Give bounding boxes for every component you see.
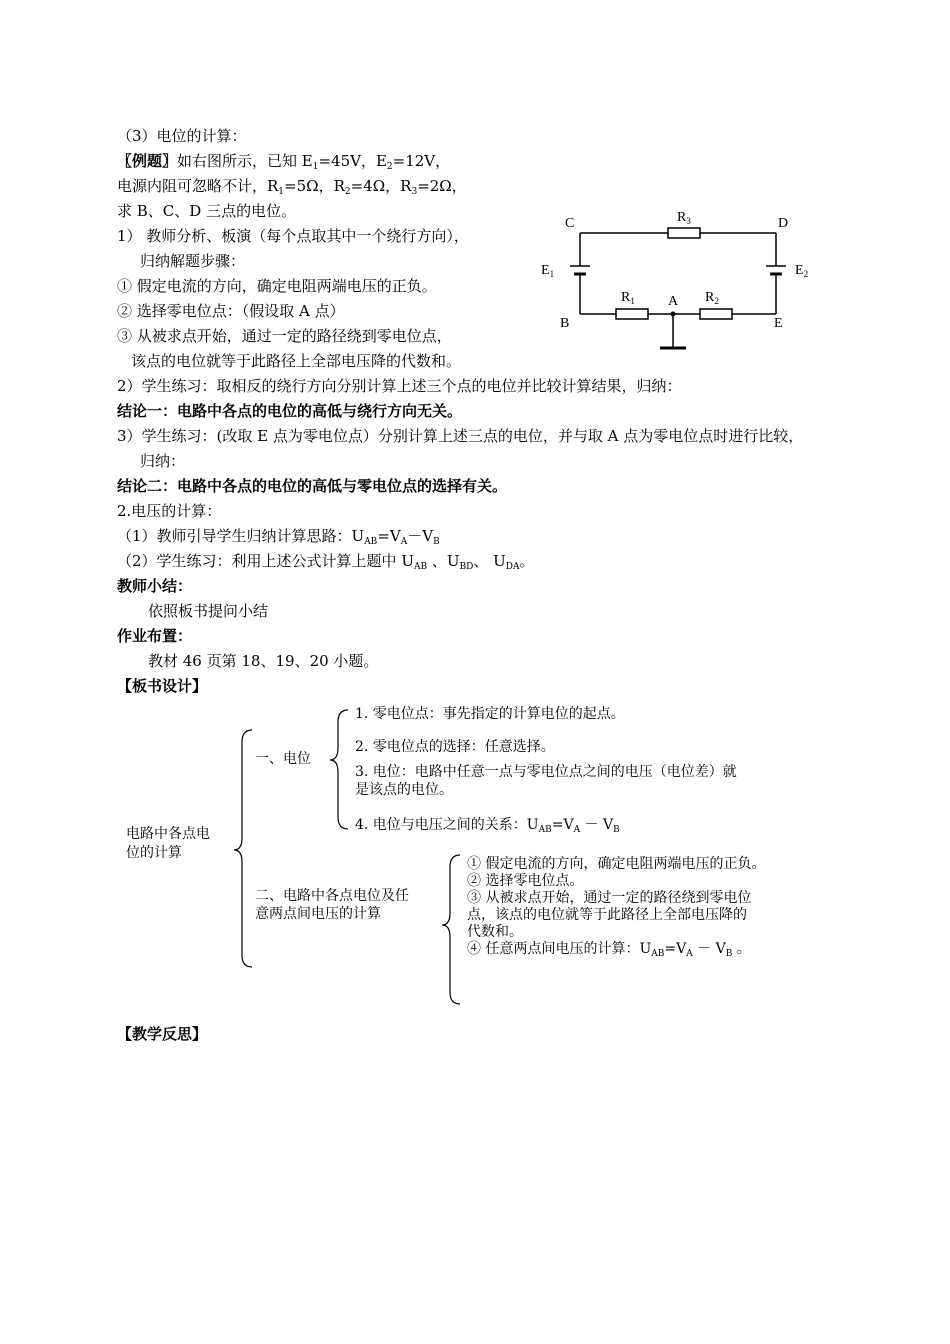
sub: AB — [538, 825, 552, 835]
board-branch-2: 二、电路中各点电位及任 — [255, 888, 409, 904]
label-d: D — [778, 216, 789, 231]
text: =5Ω，R — [284, 177, 345, 195]
root-brace — [234, 730, 252, 967]
step-2: 2）学生练习：取相反的绕行方向分别计算上述三个点的电位并比较计算结果，归纳： — [117, 377, 682, 395]
sub: 2 — [714, 296, 719, 306]
board-b1-item-4 — [355, 817, 620, 839]
text: － V — [580, 817, 614, 833]
voltage-item-2 — [117, 551, 535, 577]
board-root-line-1: 电路中各点电 — [126, 826, 210, 842]
label-a: A — [668, 294, 679, 309]
procedure-2: ② 选择零电位点：（假设取 A 点） — [117, 302, 345, 320]
procedure-1: ① 假定电流的方向，确定电阻两端电压的正负。 — [117, 277, 437, 295]
board-root-line-2: 位的计算 — [126, 845, 182, 861]
text: 、 U — [473, 552, 506, 570]
text: 4. 电位与电压之间的关系：U — [355, 817, 539, 833]
summary-text: 依照板书提问小结 — [148, 602, 269, 620]
text: R — [621, 290, 631, 305]
board-branch-1: 一、电位 — [255, 751, 311, 767]
resistor-r3 — [668, 228, 700, 238]
step-1: 1） 教师分析、板演（每个点取其中一个绕行方向）， — [117, 227, 469, 245]
circuit-diagram — [530, 200, 820, 360]
text: （2）学生练习：利用上述公式计算上题中 U — [117, 552, 414, 570]
procedure-3: ③ 从被求点开始，通过一定的路径绕到零电位点， — [117, 327, 452, 345]
label-b: B — [560, 316, 570, 331]
text: E — [795, 263, 804, 278]
text: =2Ω， — [417, 177, 467, 195]
brace-branch-2 — [442, 855, 460, 1004]
board-branch-2-cont: 意两点间电压的计算 — [255, 906, 381, 922]
sub: DA — [505, 562, 520, 572]
resistor-r2 — [700, 309, 732, 319]
board-b1-item-3-cont: 是该点的电位。 — [355, 782, 453, 798]
sub: 2 — [803, 269, 809, 279]
text: ④ 任意两点间电压的计算：U — [467, 941, 652, 957]
text: －V — [407, 527, 434, 545]
text: 。 — [519, 552, 535, 570]
text: =V — [377, 527, 401, 545]
step-1-cont: 归纳解题步骤： — [140, 252, 246, 270]
sub: AB — [651, 949, 665, 959]
text: － V — [692, 941, 726, 957]
text: R — [677, 210, 687, 225]
sub: AB — [413, 562, 428, 572]
conclusion-1: 结论一：电路中各点的电位的高低与绕行方向无关。 — [117, 402, 463, 420]
label-e2 — [795, 263, 808, 279]
example-line-2 — [117, 176, 467, 202]
board-b2-item-3-cont2: 代数和。 — [467, 924, 523, 940]
sub: 3 — [411, 187, 418, 197]
text: =V — [551, 817, 574, 833]
label-c: C — [565, 216, 575, 231]
voltage-item-1 — [117, 526, 440, 552]
text: =V — [664, 941, 687, 957]
label-e: E — [774, 316, 783, 331]
board-b1-item-1: 1. 零电位点：事先指定的计算电位的起点。 — [355, 706, 625, 722]
board-b2-item-4 — [467, 941, 751, 963]
sub: 2 — [344, 187, 351, 197]
sub: 3 — [686, 216, 691, 226]
text: =4Ω，R — [350, 177, 412, 195]
text: R — [705, 290, 715, 305]
text: 如右图所示，已知 E — [177, 152, 313, 170]
board-b1-item-3: 3. 电位：电路中任意一点与零电位点之间的电压（电位差）就 — [355, 764, 737, 780]
sub: 1 — [630, 296, 635, 306]
board-b2-item-2: ② 选择零电位点。 — [467, 873, 584, 889]
label-e1 — [541, 263, 554, 279]
step-3: 3）学生练习：(改取 E 点为零电位点）分别计算上述三点的电位，并与取 A 点为零电位点时进行比较， — [117, 427, 804, 445]
node-a — [671, 312, 676, 317]
sub: AB — [364, 537, 378, 547]
section-heading: （3）电位的计算： — [117, 127, 247, 145]
voltage-heading: 2.电压的计算： — [117, 502, 222, 520]
text: 。 — [732, 941, 751, 957]
homework-heading: 作业布置： — [117, 627, 193, 645]
sub: 1 — [278, 187, 285, 197]
sub: A — [573, 825, 581, 835]
label-r1 — [621, 290, 635, 306]
sub: A — [400, 537, 408, 547]
example-line-3: 求 B、C、D 三点的电位。 — [117, 202, 297, 220]
procedure-3-cont: 该点的电位就等于此路径上全部电压降的代数和。 — [131, 352, 462, 370]
homework-text: 教材 46 页第 18、19、20 小题。 — [148, 652, 379, 670]
text: 电源内阻可忽略不计，R — [117, 177, 279, 195]
text: 、U — [427, 552, 460, 570]
label-r3 — [677, 210, 691, 226]
text: E — [541, 263, 550, 278]
sub: B — [725, 949, 733, 959]
reflection-heading: 【教学反思】 — [117, 1025, 208, 1043]
summary-heading: 教师小结： — [117, 577, 193, 595]
sub: 1 — [312, 162, 319, 172]
text: （1）教师引导学生归纳计算思路：U — [117, 527, 365, 545]
step-3-cont: 归纳： — [140, 452, 186, 470]
board-b2-item-1: ① 假定电流的方向，确定电阻两端电压的正负。 — [467, 856, 766, 872]
resistor-r1 — [616, 309, 648, 319]
board-b2-item-3: ③ 从被求点开始，通过一定的路径绕到零电位 — [467, 890, 752, 906]
text: =45V，E — [318, 152, 387, 170]
sub: A — [686, 949, 693, 959]
brace-branch-1 — [330, 710, 348, 829]
example-label: 〖例题〗 — [117, 152, 178, 170]
sub: BD — [459, 562, 474, 572]
label-r2 — [705, 290, 719, 306]
sub: 2 — [386, 162, 393, 172]
conclusion-2: 结论二：电路中各点的电位的高低与零电位点的选择有关。 — [117, 477, 508, 495]
sub: B — [613, 825, 620, 835]
sub: B — [433, 537, 440, 547]
board-b1-item-2: 2. 零电位点的选择：任意选择。 — [355, 739, 555, 755]
sub: 1 — [549, 269, 555, 279]
board-b2-item-3-cont: 点，该点的电位就等于此路径上全部电压降的 — [467, 907, 747, 923]
text: =12V， — [392, 152, 451, 170]
example-line-1 — [117, 151, 450, 177]
board-heading: 【板书设计】 — [117, 677, 208, 695]
